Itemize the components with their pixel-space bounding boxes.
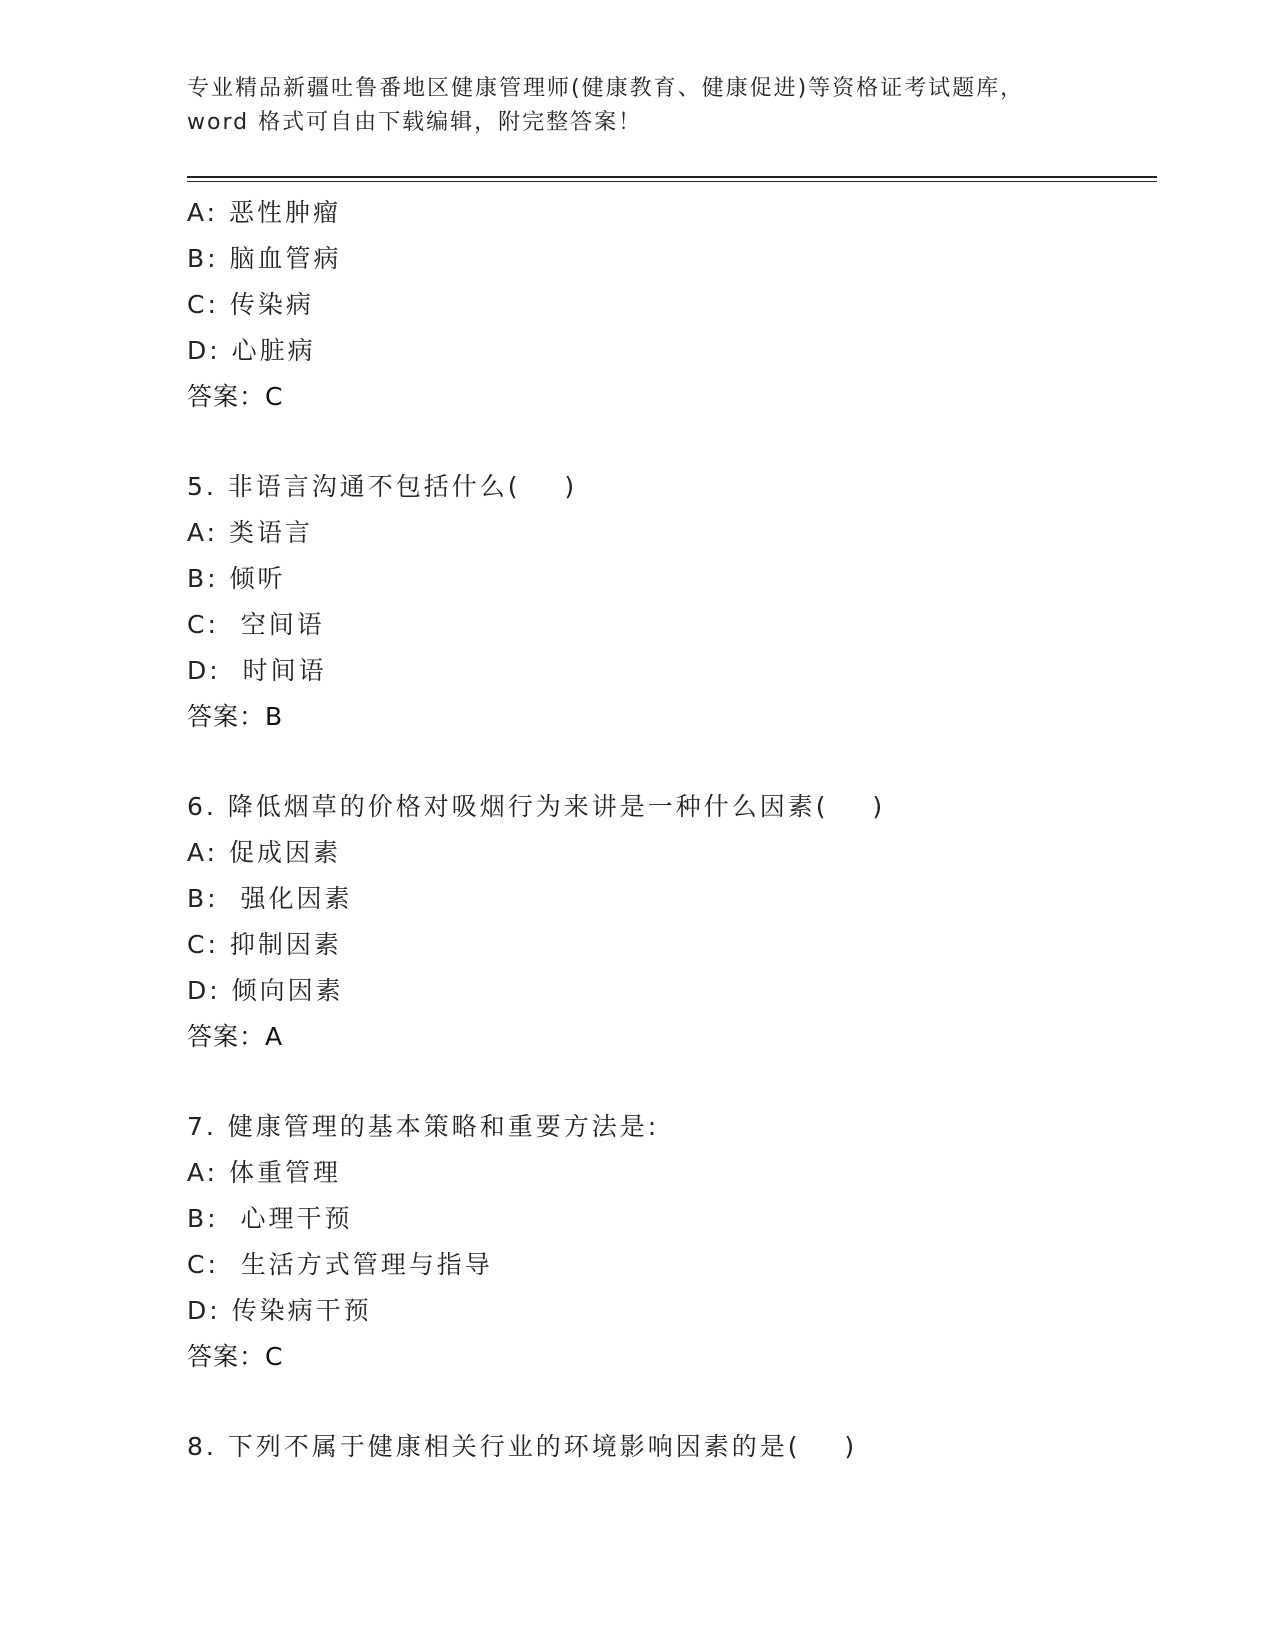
option-d: D: 倾向因素	[187, 976, 344, 1005]
answer-line	[187, 694, 1147, 740]
question-8	[187, 1424, 1147, 1470]
option-a: A: 体重管理	[187, 1158, 342, 1187]
question-stem: 8. 下列不属于健康相关行业的环境影响因素的是( )	[187, 1432, 858, 1461]
option-a: A: 恶性肿瘤	[187, 198, 342, 227]
question-5	[187, 464, 1147, 740]
option-c: C: 抑制因素	[187, 930, 342, 959]
option-b: B: 强化因素	[187, 884, 353, 913]
document-header	[187, 72, 1087, 140]
header-divider-thick	[187, 176, 1157, 178]
answer-value: A	[265, 1022, 284, 1051]
option-a: A: 类语言	[187, 518, 314, 547]
option-d: D: 心脏病	[187, 336, 316, 365]
question-list	[187, 190, 1147, 1470]
answer-label: 答案：	[187, 1022, 266, 1051]
option-b: B: 脑血管病	[187, 244, 342, 273]
answer-line	[187, 1334, 1147, 1380]
question-7	[187, 1104, 1147, 1380]
option-c: C: 传染病	[187, 290, 314, 319]
answer-label: 答案：	[187, 1342, 266, 1371]
header-divider-thin	[187, 181, 1157, 182]
answer-value: C	[265, 382, 284, 411]
answer-line	[187, 374, 1147, 420]
answer-line	[187, 1014, 1147, 1060]
header-title-line1: 专业精品新疆吐鲁番地区健康管理师(健康教育、健康促进)等资格证考试题库，	[187, 76, 1025, 101]
question-stem: 5. 非语言沟通不包括什么( )	[187, 472, 578, 501]
option-d: D: 时间语	[187, 656, 327, 685]
option-b: B: 心理干预	[187, 1204, 353, 1233]
option-c: C: 空间语	[187, 610, 325, 639]
answer-value: C	[265, 1342, 284, 1371]
answer-label: 答案：	[187, 702, 266, 731]
option-b: B: 倾听	[187, 564, 286, 593]
option-d: D: 传染病干预	[187, 1296, 372, 1325]
answer-label: 答案：	[187, 382, 266, 411]
header-title-line2: word 格式可自由下载编辑，附完整答案！	[187, 110, 643, 135]
option-c: C: 生活方式管理与指导	[187, 1250, 493, 1279]
question-4	[187, 190, 1147, 420]
option-a: A: 促成因素	[187, 838, 342, 867]
answer-value: B	[265, 702, 284, 731]
question-stem: 6. 降低烟草的价格对吸烟行为来讲是一种什么因素( )	[187, 792, 886, 821]
question-stem: 7. 健康管理的基本策略和重要方法是:	[187, 1112, 660, 1141]
question-6	[187, 784, 1147, 1060]
